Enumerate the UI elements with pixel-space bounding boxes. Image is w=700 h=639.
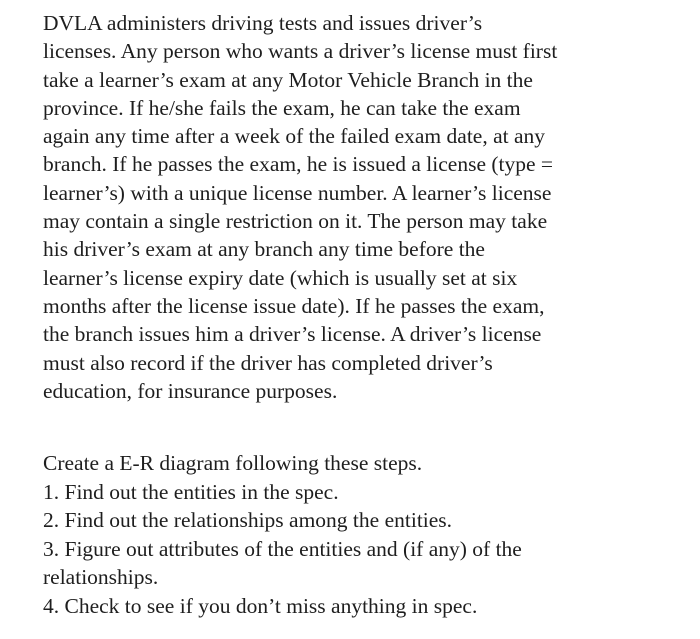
instruction-step: 3. Figure out attributes of the entities and (if any) of the (43, 536, 522, 561)
spec-line: education, for insurance purposes. (43, 378, 338, 403)
instructions-list (43, 449, 522, 620)
spec-line: take a learner’s exam at any Motor Vehicle Branch in the (43, 67, 533, 92)
instruction-step: 2. Find out the relationships among the entities. (43, 508, 453, 532)
spec-line: his driver’s exam at any branch any time before the (43, 237, 485, 262)
spec-line: province. If he/she fails the exam, he can take the exam (43, 95, 521, 120)
instructions-heading: Create a E-R diagram following these steps. (43, 451, 423, 475)
spec-paragraph (43, 9, 557, 405)
spec-line: again any time after a week of the failed exam date, at any (43, 124, 546, 149)
instruction-step-continued: relationships. (43, 565, 159, 589)
spec-line: must also record if the driver has completed driver’s (43, 350, 493, 375)
spec-line: months after the license issue date). If he passes the exam, (43, 293, 545, 318)
spec-line: the branch issues him a driver’s license. A driver’s license (43, 322, 542, 347)
instruction-step: 1. Find out the entities in the spec. (43, 479, 339, 504)
spec-line: licenses. Any person who wants a driver’s license must first (43, 39, 558, 64)
spec-line: branch. If he passes the exam, he is issued a license (type = (43, 152, 554, 177)
instruction-step: 4. Check to see if you don’t miss anything in spec. (43, 593, 478, 618)
spec-line: DVLA administers driving tests and issues driver’s (43, 11, 483, 35)
spec-line: learner’s license expiry date (which is usually set at six (43, 265, 518, 290)
spec-line: learner’s) with a unique license number. A learner’s license (43, 180, 552, 205)
spec-line: may contain a single restriction on it. The person may take (43, 209, 548, 234)
